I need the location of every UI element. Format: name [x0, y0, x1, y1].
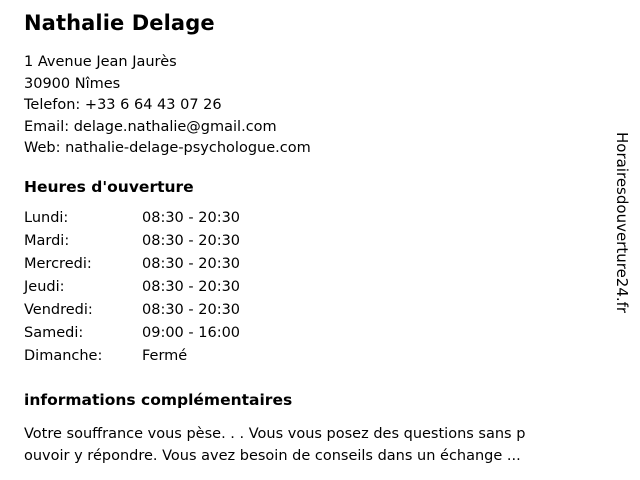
table-row — [24, 325, 342, 348]
hours-time: 08:30 - 20:30 — [142, 278, 241, 295]
additional-info-text — [24, 423, 604, 467]
hours-time: 08:30 - 20:30 — [142, 255, 241, 272]
vertical-watermark-text: Horairesdouverture24.fr — [613, 132, 631, 314]
table-row — [24, 279, 342, 302]
hours-time: 09:00 - 16:00 — [142, 324, 241, 341]
table-row — [24, 210, 342, 233]
main-content — [24, 10, 594, 467]
hours-day: Dimanche: — [24, 347, 103, 364]
city-address: 30900 Nîmes — [24, 75, 121, 92]
additional-info-line-2: ouvoir y répondre. Vous avez besoin de conseils dans un échange ... — [24, 447, 521, 464]
hours-time: 08:30 - 20:30 — [142, 232, 241, 249]
opening-hours-title: Heures d'ouverture — [24, 177, 194, 196]
table-row — [24, 302, 342, 325]
table-row — [24, 256, 342, 279]
page-title: Nathalie Delage — [24, 11, 215, 35]
table-row — [24, 348, 342, 371]
phone-line: Telefon: +33 6 64 43 07 26 — [24, 97, 222, 113]
street-address: 1 Avenue Jean Jaurès — [24, 54, 177, 70]
additional-info-line-1: Votre souffrance vous pèse. . . Vous vous posez des questions sans p — [24, 425, 526, 442]
contact-block — [24, 52, 594, 160]
hours-day: Samedi: — [24, 324, 84, 341]
website-line: Web: nathalie-delage-psychologue.com — [24, 140, 311, 156]
hours-day: Mardi: — [24, 232, 70, 249]
hours-time: Fermé — [142, 347, 188, 364]
table-row — [24, 233, 342, 256]
hours-day: Jeudi: — [24, 278, 65, 295]
opening-hours-table — [24, 210, 342, 371]
email-line: Email: delage.nathalie@gmail.com — [24, 118, 277, 135]
hours-time: 08:30 - 20:30 — [142, 301, 241, 318]
hours-day: Vendredi: — [24, 301, 93, 318]
additional-info-title: informations complémentaires — [24, 390, 293, 409]
hours-day: Lundi: — [24, 209, 69, 226]
vertical-watermark — [604, 0, 640, 480]
hours-time: 08:30 - 20:30 — [142, 209, 241, 226]
hours-day: Mercredi: — [24, 255, 92, 272]
